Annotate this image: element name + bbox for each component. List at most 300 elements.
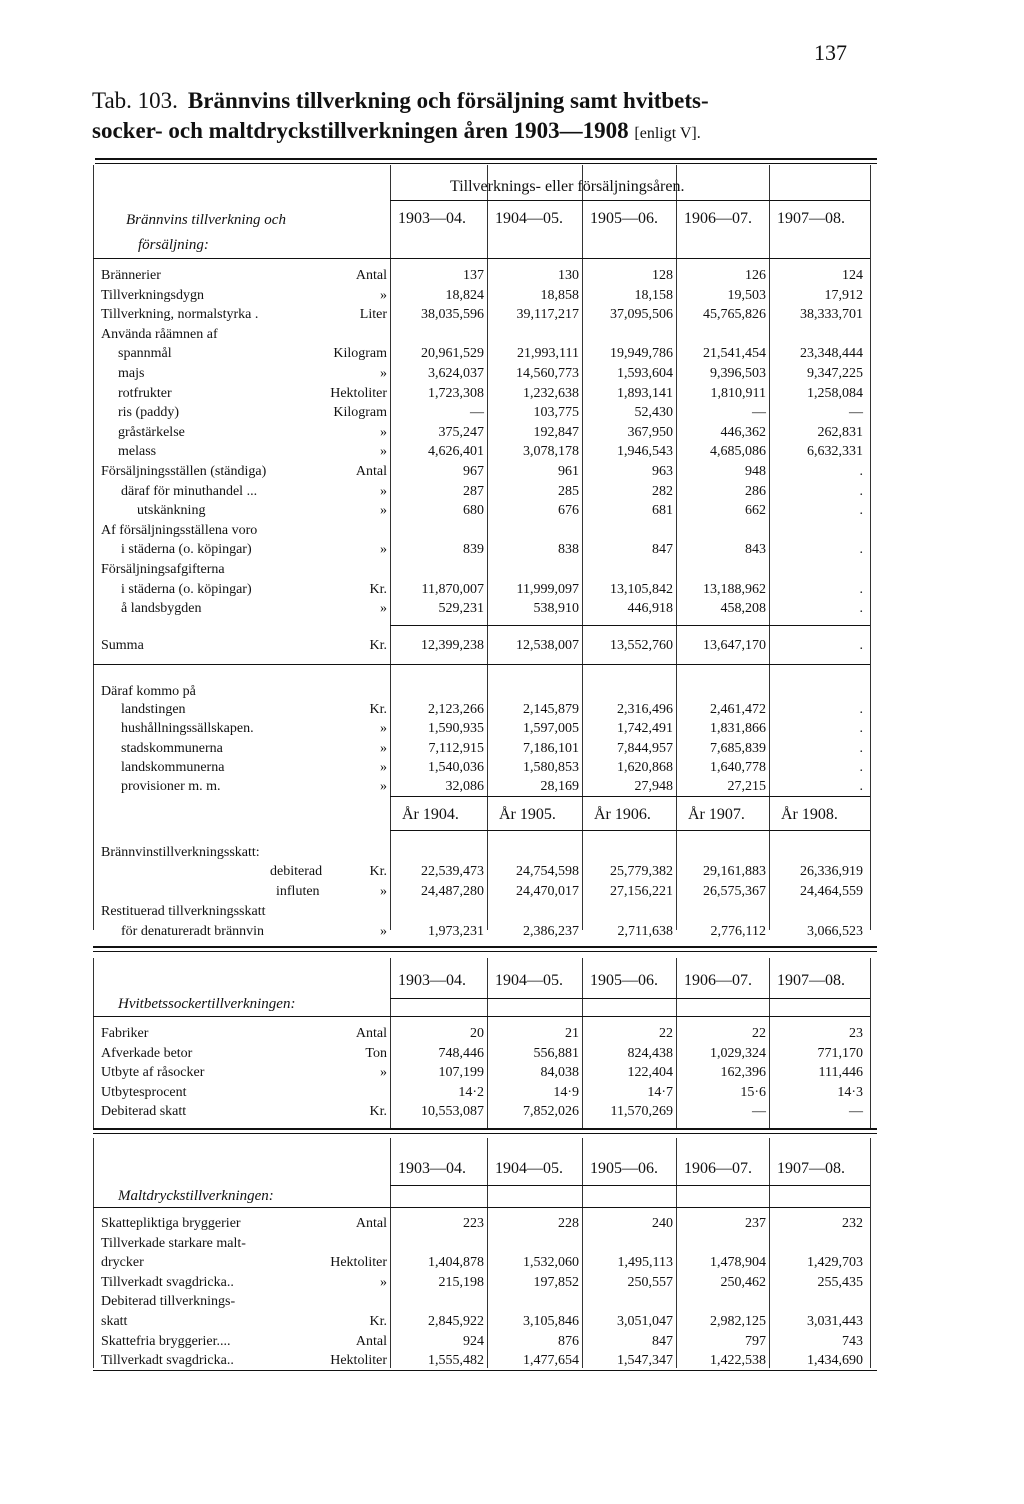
s2-cell: 556,881	[533, 1045, 579, 1061]
s3-cell: 1,555,482	[428, 1353, 484, 1369]
s1-cell: 39,117,217	[516, 307, 579, 323]
row-unit: Kr.	[369, 638, 387, 653]
s1-skatt-cell: 27,156,221	[610, 884, 673, 899]
s1-cell: 529,231	[438, 601, 484, 617]
s1-span-header: Tillverknings- eller försäljningsåren.	[450, 178, 685, 195]
row-unit: Antal	[355, 464, 387, 479]
s1-cell: 948	[745, 464, 766, 479]
s2-vline-2	[582, 958, 583, 1128]
s1-cell: .	[859, 542, 863, 558]
row-unit: »	[380, 721, 387, 737]
s1-cell: 21,993,111	[517, 346, 579, 362]
s1-col-header: 1906—07.	[684, 210, 752, 227]
s2-col-header: 1903—04.	[398, 972, 466, 989]
row-unit: »	[380, 424, 387, 440]
row-label-text: spannmål	[118, 346, 172, 362]
s1-darav-cell: 28,169	[540, 779, 579, 795]
s3-cell: 250,462	[720, 1274, 766, 1290]
s3-row-label	[101, 1253, 391, 1272]
row-unit: Antal	[355, 268, 387, 283]
s1-darav-row-label	[101, 739, 391, 758]
s1-cell: 23,348,444	[800, 346, 863, 362]
s1-darav-cell: .	[859, 702, 863, 717]
row-label-text: rotfrukter	[118, 385, 172, 401]
s1-darav-cell: 27,948	[634, 779, 673, 795]
s1-cell: 103,775	[533, 405, 579, 421]
s2-cell: 162,396	[720, 1065, 766, 1080]
s1-darav-cell: 7,112,915	[428, 740, 484, 756]
row-unit: »	[380, 1065, 387, 1080]
s2-cell: 11,570,269	[610, 1104, 673, 1119]
row-label-text: utskänkning	[137, 503, 206, 519]
s1-cell: 38,035,596	[421, 307, 484, 323]
s1-cell: 839	[463, 542, 484, 558]
s3-row-label	[101, 1351, 391, 1370]
s1-cell: 1,258,084	[807, 385, 863, 401]
s1-caption-2: försäljning:	[138, 237, 209, 253]
s1-cell: 128	[652, 268, 673, 283]
s3-row-label	[101, 1332, 391, 1351]
s1-cell: 446,918	[627, 601, 673, 617]
row-label-text: Utbytesprocent	[101, 1084, 187, 1100]
row-label-text: Debiterad tillverknings-	[101, 1294, 236, 1310]
s1-cell: 538,910	[533, 601, 579, 617]
s3-cell: 3,031,443	[807, 1314, 863, 1329]
s2-caption-rule	[93, 1016, 870, 1017]
s2-row-label	[101, 1102, 391, 1121]
s2-cell: 84,038	[540, 1065, 579, 1080]
title-text-1: Brännvins tillverkning och försäljning samt hvitbets-	[187, 88, 709, 113]
s3-cell: 876	[558, 1333, 579, 1349]
s2-cell: 20	[470, 1026, 484, 1041]
row-label-text: landstingen	[121, 702, 186, 717]
s1-cell: 285	[558, 483, 579, 499]
s1-year-header: År 1907.	[688, 806, 745, 823]
s1-vline-3	[676, 165, 677, 930]
s1-cell: 19,949,786	[610, 346, 673, 362]
s3-header-rule	[390, 1185, 870, 1186]
s1-vline-1	[487, 165, 488, 930]
s2-cell: —	[849, 1104, 863, 1119]
s3-cell: 1,429,703	[807, 1255, 863, 1271]
s1-summa-cell: 13,647,170	[703, 638, 766, 653]
s3-cell: 232	[842, 1216, 863, 1231]
s1-cell: 681	[652, 503, 673, 519]
s1-restit-cell: 2,776,112	[710, 924, 766, 939]
s2-col-header: 1907—08.	[777, 972, 845, 989]
row-unit: Kr.	[369, 864, 387, 879]
row-label-text: Tillverkade starkare malt-	[101, 1235, 246, 1251]
s1-skatt-cell: 26,575,367	[703, 884, 766, 899]
s3-cell: 255,435	[817, 1274, 863, 1290]
s3-col-header: 1903—04.	[398, 1160, 466, 1177]
s1-darav-row-label	[101, 758, 391, 777]
row-unit: Hektoliter	[330, 1353, 387, 1369]
s1-cell: 18,858	[540, 287, 579, 303]
s1-row-label	[118, 384, 391, 403]
s3-vline-1	[487, 1138, 488, 1368]
s3-cell: 1,434,690	[807, 1353, 863, 1369]
row-label-text: i städerna (o. köpingar)	[121, 581, 252, 597]
row-unit: »	[380, 740, 387, 756]
s1-darav-cell: 2,461,472	[710, 702, 766, 717]
s2-row-label	[101, 1083, 391, 1102]
s2-col-header: 1904—05.	[495, 972, 563, 989]
s1-sum-rule	[390, 625, 870, 626]
s1-restit-cell: 2,711,638	[617, 924, 673, 939]
s3-cell: 847	[652, 1333, 673, 1349]
row-unit: »	[380, 483, 387, 499]
s1-summa-cell: 13,552,760	[610, 638, 673, 653]
s3-row-label	[101, 1214, 391, 1233]
s1-cell: 21,541,454	[703, 346, 766, 362]
row-label-text: Debiterad skatt	[101, 1104, 187, 1119]
s1-cell: 367,950	[627, 424, 673, 440]
s2-vline-5	[870, 958, 871, 1128]
s2-col-header: 1905—06.	[590, 972, 658, 989]
s1-darav-cell: 27,215	[727, 779, 766, 795]
s1-cell: 847	[652, 542, 673, 558]
s3-cell: 223	[463, 1216, 484, 1231]
s1-cell: 11,999,097	[516, 581, 579, 597]
s1-col-header: 1904—05.	[495, 210, 563, 227]
s1-darav-cell: 7,685,839	[710, 740, 766, 756]
s1-summa-row-label	[101, 636, 391, 655]
row-label-text: Afverkade betor	[101, 1045, 193, 1061]
s1-year-header: År 1904.	[402, 806, 459, 823]
row-label-text: Använda råämnen af	[101, 326, 218, 342]
row-unit: Kilogram	[333, 346, 387, 362]
s1-darav-cell: .	[859, 740, 863, 756]
s1-cell: .	[859, 483, 863, 499]
title-source: [enligt V].	[634, 125, 701, 142]
s2-vline-left	[93, 958, 94, 1128]
s1-cell: 9,347,225	[807, 366, 863, 381]
s1-cell: 961	[558, 464, 579, 479]
s2-cell: 14·7	[647, 1084, 673, 1100]
row-unit: Antal	[355, 1333, 387, 1349]
s2-cell: 824,438	[627, 1045, 673, 1061]
s3-cell: 1,532,060	[523, 1255, 579, 1271]
table-number: Tab. 103.	[92, 88, 178, 113]
s1-cell: 124	[842, 268, 863, 283]
s3-vline-left	[93, 1138, 94, 1368]
row-unit: Liter	[359, 307, 387, 323]
s1-vline-4	[769, 165, 770, 930]
s1-cell: 6,632,331	[807, 444, 863, 460]
s1-cell: 282	[652, 483, 673, 499]
s1-summa-cell: 12,538,007	[516, 638, 579, 653]
row-label-text: Utbyte af råsocker	[101, 1065, 205, 1080]
s1-row-label	[101, 305, 391, 324]
s1-skatt-cell: 24,754,598	[516, 864, 579, 879]
s3-vline-3	[676, 1138, 677, 1368]
row-label-text: majs	[118, 366, 145, 381]
row-label-text: å landsbygden	[121, 601, 202, 617]
row-label-text: Brännerier	[101, 268, 161, 283]
s1-cell: 14,560,773	[516, 366, 579, 381]
s1-cell: 262,831	[817, 424, 863, 440]
row-label-text: drycker	[101, 1255, 144, 1271]
s3-cell: 1,422,538	[710, 1353, 766, 1369]
s1-darav-cell: 32,086	[445, 779, 484, 795]
s3-cell: 1,477,654	[523, 1353, 579, 1369]
s1-darav-cell: .	[859, 721, 863, 737]
s3-vline-2	[582, 1138, 583, 1368]
s3-cell: 1,478,904	[710, 1255, 766, 1271]
s1-cell: —	[849, 405, 863, 421]
s1-summa-cell: .	[859, 638, 863, 653]
s2-bottom-rule-thin	[93, 1133, 877, 1134]
s2-bottom-rule	[93, 1128, 877, 1130]
s1-caption-1: Brännvins tillverkning och	[126, 212, 286, 228]
s1-row-label	[118, 442, 391, 461]
row-unit: »	[380, 759, 387, 775]
s1-cell: 458,208	[720, 601, 766, 617]
row-unit: Kilogram	[333, 405, 387, 421]
s2-row-label	[101, 1024, 391, 1043]
s1-restit-cell: 2,386,237	[523, 924, 579, 939]
s1-vline-2	[582, 165, 583, 930]
s1-darav-row-label	[101, 777, 391, 796]
row-label-text: Tillverkadt svagdricka..	[101, 1353, 234, 1369]
row-unit: Hektoliter	[330, 1255, 387, 1271]
s1-year-rule-2	[390, 830, 870, 831]
s1-darav-cell: 1,640,778	[710, 759, 766, 775]
s2-cell: 107,199	[438, 1065, 484, 1080]
s3-cell: 743	[842, 1333, 863, 1349]
row-label-text: Försäljningsställen (ständiga)	[101, 464, 267, 479]
s3-cell: 197,852	[533, 1274, 579, 1290]
s1-cell: 1,593,604	[617, 366, 673, 381]
s2-cell: 22	[752, 1026, 766, 1041]
s3-cell: 1,495,113	[617, 1255, 673, 1271]
row-unit: Ton	[365, 1045, 387, 1061]
s1-darav-cell: 1,742,491	[617, 721, 673, 737]
s1-vline-5	[870, 165, 871, 930]
s2-cell: 111,446	[818, 1065, 863, 1080]
s3-cell: 237	[745, 1216, 766, 1231]
s2-cell: 21	[565, 1026, 579, 1041]
s1-cell: .	[859, 601, 863, 617]
s1-cell: 13,188,962	[703, 581, 766, 597]
s2-header-rule	[390, 998, 870, 999]
s2-cell: 14·9	[553, 1084, 579, 1100]
row-label-text: däraf för minuthandel ...	[121, 483, 258, 499]
s3-col-header: 1906—07.	[684, 1160, 752, 1177]
row-label-text: Tillverkning, normalstyrka .	[101, 307, 259, 323]
s1-darav-cell: 7,186,101	[523, 740, 579, 756]
s1-row-label	[101, 325, 391, 344]
s3-cell: 3,051,047	[617, 1314, 673, 1329]
top-rule-thin	[95, 163, 877, 164]
s3-caption-rule	[93, 1207, 870, 1208]
row-label-text: skatt	[101, 1314, 128, 1329]
s2-vline-3	[676, 958, 677, 1128]
s1-cell: 45,765,826	[703, 307, 766, 323]
s1-restit-cell: 1,973,231	[428, 924, 484, 939]
row-unit: Kr.	[369, 702, 387, 717]
s1-row-label	[101, 521, 391, 540]
s1-cell: 4,626,401	[428, 444, 484, 460]
row-unit: »	[380, 503, 387, 519]
row-unit: Hektoliter	[330, 385, 387, 401]
s1-year-rule	[390, 796, 870, 797]
s1-darav-row-label	[101, 700, 391, 719]
s3-cell: 1,547,347	[617, 1353, 673, 1369]
s1-cell: 676	[558, 503, 579, 519]
s1-cell: 843	[745, 542, 766, 558]
s2-cell: 122,404	[627, 1065, 673, 1080]
row-unit: »	[380, 924, 387, 939]
s2-cell: 14·3	[837, 1084, 863, 1100]
s1-cell: 662	[745, 503, 766, 519]
s1-skatt-cell: 24,470,017	[516, 884, 579, 899]
s3-cell: 240	[652, 1216, 673, 1231]
row-label-text: Tillverkningsdygn	[101, 287, 204, 303]
s3-cell: 3,105,846	[523, 1314, 579, 1329]
row-label-text: för denatureradt brännvin	[121, 924, 265, 939]
s1-cell: 17,912	[824, 287, 863, 303]
s1-cell: 287	[463, 483, 484, 499]
row-label-text: Försäljningsafgifterna	[101, 562, 225, 577]
row-unit: »	[380, 1274, 387, 1290]
s1-cell: 13,105,842	[610, 581, 673, 597]
row-label-text: hushållningssällskapen.	[121, 721, 254, 737]
s3-cell: 2,982,125	[710, 1314, 766, 1329]
s3-row-label	[101, 1292, 391, 1311]
row-label-text: Tillverkadt svagdricka..	[101, 1274, 234, 1290]
s1-col-header: 1903—04.	[398, 210, 466, 227]
row-label-text: Skattepliktiga bryggerier	[101, 1216, 241, 1231]
s1-row-label	[118, 403, 391, 422]
s1-skatt-cell: 24,487,280	[421, 884, 484, 899]
row-label-text: Summa	[101, 638, 144, 653]
s1-restit-cell: 3,066,523	[807, 924, 863, 939]
row-unit: »	[380, 444, 387, 460]
s1-skatt-label-2: influten	[276, 884, 320, 899]
s1-vline-left	[93, 165, 94, 930]
s2-caption: Hvitbetssockertillverkningen:	[118, 996, 296, 1012]
s3-row-label	[101, 1234, 391, 1253]
row-unit: »	[380, 287, 387, 303]
s1-row-label	[101, 482, 391, 501]
s1-cell: 137	[463, 268, 484, 283]
s1-restit-title: Restituerad tillverkningsskatt	[101, 904, 266, 919]
s1-cell: 1,723,308	[428, 385, 484, 401]
s1-cell: 19,503	[727, 287, 766, 303]
table-title-line-1	[92, 88, 709, 114]
s2-cell: 15·6	[740, 1084, 766, 1100]
s3-col-header: 1907—08.	[777, 1160, 845, 1177]
row-unit: Kr.	[369, 581, 387, 597]
s2-cell: 771,170	[817, 1045, 863, 1061]
s1-year-header: År 1908.	[781, 806, 838, 823]
row-label-text: Skattefria bryggerier....	[101, 1333, 231, 1349]
s1-cell: 1,946,543	[617, 444, 673, 460]
s1-bottom-rule	[93, 946, 877, 948]
row-label-text: gråstärkelse	[118, 424, 185, 440]
s1-darav-cell: 2,316,496	[617, 702, 673, 717]
row-label-text: Af försäljningsställena voro	[101, 522, 258, 538]
page-number: 137	[814, 40, 847, 65]
s1-darav-cell: 2,123,266	[428, 702, 484, 717]
s1-cell: —	[470, 405, 484, 421]
s1-darav-cell: 1,590,935	[428, 721, 484, 737]
s3-vline-5	[870, 1138, 871, 1368]
row-unit: Antal	[355, 1026, 387, 1041]
row-unit: Kr.	[369, 1314, 387, 1329]
s1-row-label	[101, 462, 391, 481]
s3-caption: Maltdryckstillverkningen:	[118, 1188, 274, 1204]
s3-row-label	[101, 1273, 391, 1292]
s3-cell: 215,198	[438, 1274, 484, 1290]
s1-span-rule	[390, 200, 870, 201]
row-unit: »	[380, 542, 387, 558]
s1-darav-cell: .	[859, 759, 863, 775]
s2-cell: 7,852,026	[523, 1104, 579, 1119]
title-text-2: socker- och maltdryckstillverkningen åren 1903—1908	[92, 118, 629, 143]
s1-row-label	[101, 266, 391, 285]
s1-col-header: 1907—08.	[777, 210, 845, 227]
s1-skatt-cell: 22,539,473	[421, 864, 484, 879]
row-label-text: melass	[118, 444, 157, 460]
s1-skatt-cell: 24,464,559	[800, 884, 863, 899]
s1-cell: 126	[745, 268, 766, 283]
s1-cell: 20,961,529	[421, 346, 484, 362]
s2-row-label	[101, 1063, 391, 1082]
s2-cell: 14·2	[458, 1084, 484, 1100]
s1-skatt-cell: 25,779,382	[610, 864, 673, 879]
top-rule	[95, 158, 877, 160]
s1-darav-cell: 2,145,879	[523, 702, 579, 717]
s1-cell: .	[859, 503, 863, 519]
s1-cell: 18,158	[634, 287, 673, 303]
s1-cell: 680	[463, 503, 484, 519]
s1-darav-cell: 1,597,005	[523, 721, 579, 737]
s1-sum-rule-2	[93, 664, 870, 665]
s1-cell: 130	[558, 268, 579, 283]
s3-row-label	[101, 1312, 391, 1331]
s1-row-label	[101, 560, 391, 579]
s1-darav-cell: 1,831,866	[710, 721, 766, 737]
s2-cell: —	[752, 1104, 766, 1119]
s1-col-header: 1905—06.	[590, 210, 658, 227]
row-unit: »	[380, 366, 387, 381]
s1-skatt-cell: 26,336,919	[800, 864, 863, 879]
s1-cell: .	[859, 464, 863, 479]
s1-row-label	[101, 599, 391, 618]
s1-cell: 963	[652, 464, 673, 479]
s1-darav-cell: 1,580,853	[523, 759, 579, 775]
s1-darav-row-label	[101, 719, 391, 738]
s1-cell: 446,362	[720, 424, 766, 440]
s1-cell: 11,870,007	[421, 581, 484, 597]
s1-cell: 286	[745, 483, 766, 499]
s1-header-rule	[93, 258, 870, 259]
row-label-text: stadskommunerna	[121, 740, 223, 756]
s2-cell: 1,029,324	[710, 1045, 766, 1061]
s1-cell: 1,232,638	[523, 385, 579, 401]
s1-cell: 1,810,911	[710, 385, 766, 401]
s3-cell: 1,404,878	[428, 1255, 484, 1271]
s3-cell: 2,845,922	[428, 1314, 484, 1329]
s1-cell: 9,396,503	[710, 366, 766, 381]
row-label-text: Fabriker	[101, 1026, 149, 1041]
s1-cell: 3,078,178	[523, 444, 579, 460]
s1-row-label	[101, 540, 391, 559]
s1-cell: 1,893,141	[617, 385, 673, 401]
